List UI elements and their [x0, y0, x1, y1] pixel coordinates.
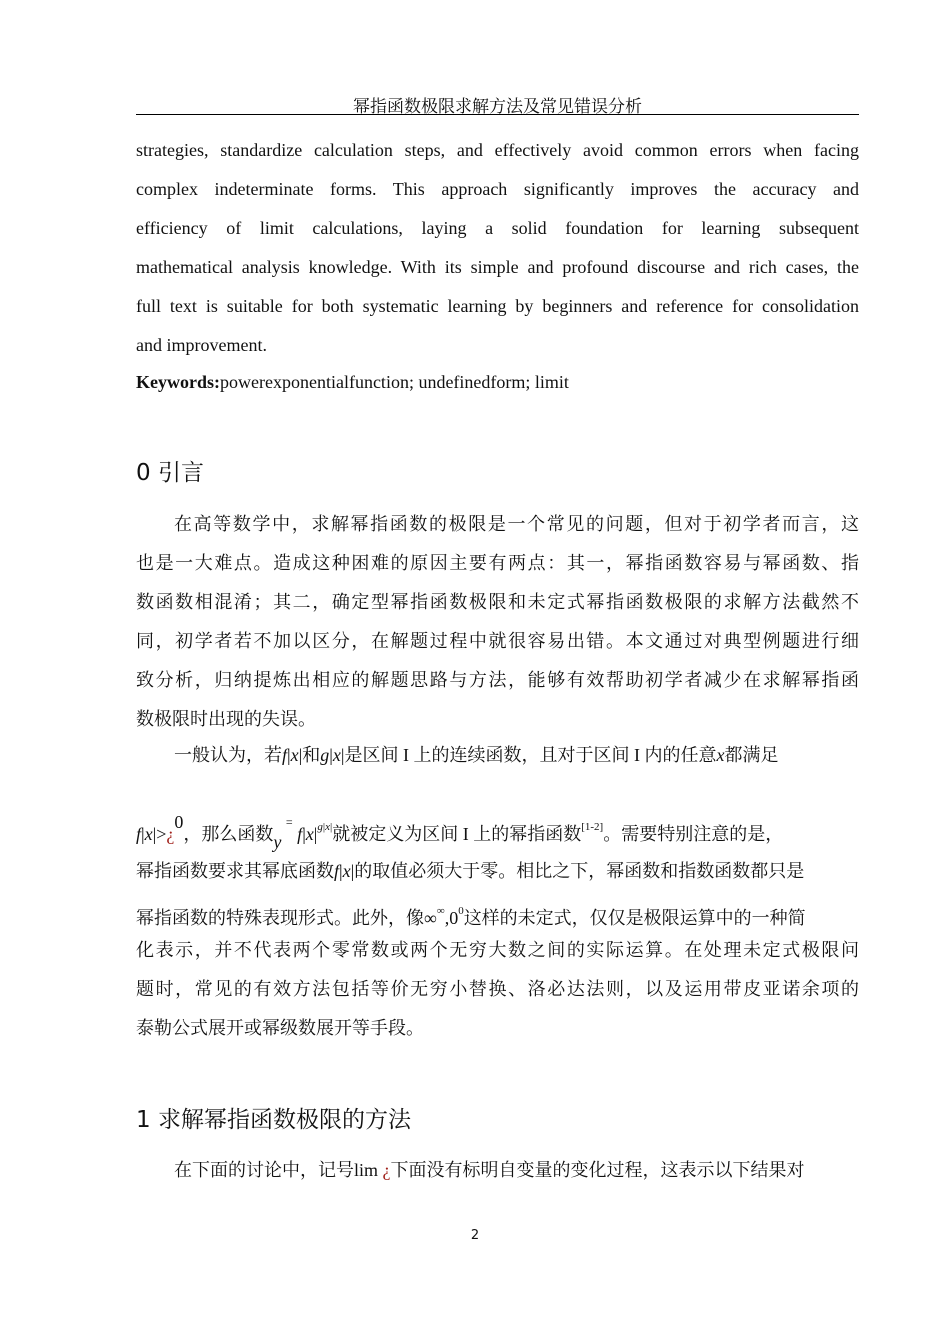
para-line: 数极限时出现的失误。 [136, 709, 316, 729]
para-line: 幂指函数的特殊表现形式。此外，像$\infty^\infty,0^0$这样的未定式，仅仅是极限运算中的一种简 [136, 905, 806, 928]
header-rule [136, 114, 859, 115]
keywords-text: powerexponentialfunction; undefinedform; limit [220, 372, 569, 392]
para-line: 致分析，归纳提炼出相应的解题思路与方法，能够有效帮助初学者减少在求解幂指函 [136, 670, 859, 690]
abstract-line: full text is suitable for both systematic learning by beginners and reference for consolidation [136, 296, 859, 316]
para-line: 也是一大难点。造成这种困难的原因主要有两点：其一，幂指函数容易与幂函数、指 [136, 553, 859, 573]
keywords [136, 370, 859, 394]
abstract-line: mathematical analysis knowledge. With its simple and profound discourse and rich cases, the [136, 257, 859, 277]
running-header: 幂指函数极限求解方法及常见错误分析 [353, 97, 642, 116]
abstract-line: and improvement. [136, 335, 267, 355]
para-line: 数函数相混淆；其二，确定型幂指函数极限和未定式幂指函数极限的求解方法截然不 [136, 592, 859, 612]
abstract-line: strategies, standardize calculation steps, and effectively avoid common errors when facing [136, 140, 859, 160]
section-heading-1: 1 求解幂指函数极限的方法 [136, 1107, 411, 1133]
abstract-line: complex indeterminate forms. This approach significantly improves the accuracy and [136, 179, 859, 199]
para-line: 在下面的讨论中，记号lim ¿下面没有标明自变量的变化过程，这表示以下结果对 [174, 1160, 805, 1180]
section-heading-0: 0 引言 [136, 460, 204, 486]
para-line: 在高等数学中，求解幂指函数的极限是一个常见的问题，但对于初学者而言，这 [174, 514, 859, 534]
para-line: 化表示，并不代表两个零常数或两个无穷大数之间的实际运算。在处理未定式极限问 [136, 940, 859, 960]
para-line: f|x|>¿0，那么函数y = $f|x|^{g|x|}$就被定义为区间 I 上的幂指函数[1-2]。需要特别注意的是， [136, 812, 784, 852]
page-number: 2 [470, 1228, 480, 1243]
para-line: 一般认为，若f|x|和g|x|是区间 I 上的连续函数，且对于区间 I 内的任意x都满足 [174, 745, 779, 765]
keywords-label: Keywords: [136, 372, 220, 392]
para-line: 泰勒公式展开或幂级数展开等手段。 [136, 1018, 424, 1038]
abstract-line: efficiency of limit calculations, laying a solid foundation for learning subsequent [136, 218, 859, 238]
para-line: 同，初学者若不加以区分，在解题过程中就很容易出错。本文通过对典型例题进行细 [136, 631, 859, 651]
para-line: 题时，常见的有效方法包括等价无穷小替换、洛必达法则，以及运用带皮亚诺余项的 [136, 979, 859, 999]
para-line: 幂指函数要求其幂底函数f|x|的取值必须大于零。相比之下，幂函数和指数函数都只是 [136, 861, 805, 881]
